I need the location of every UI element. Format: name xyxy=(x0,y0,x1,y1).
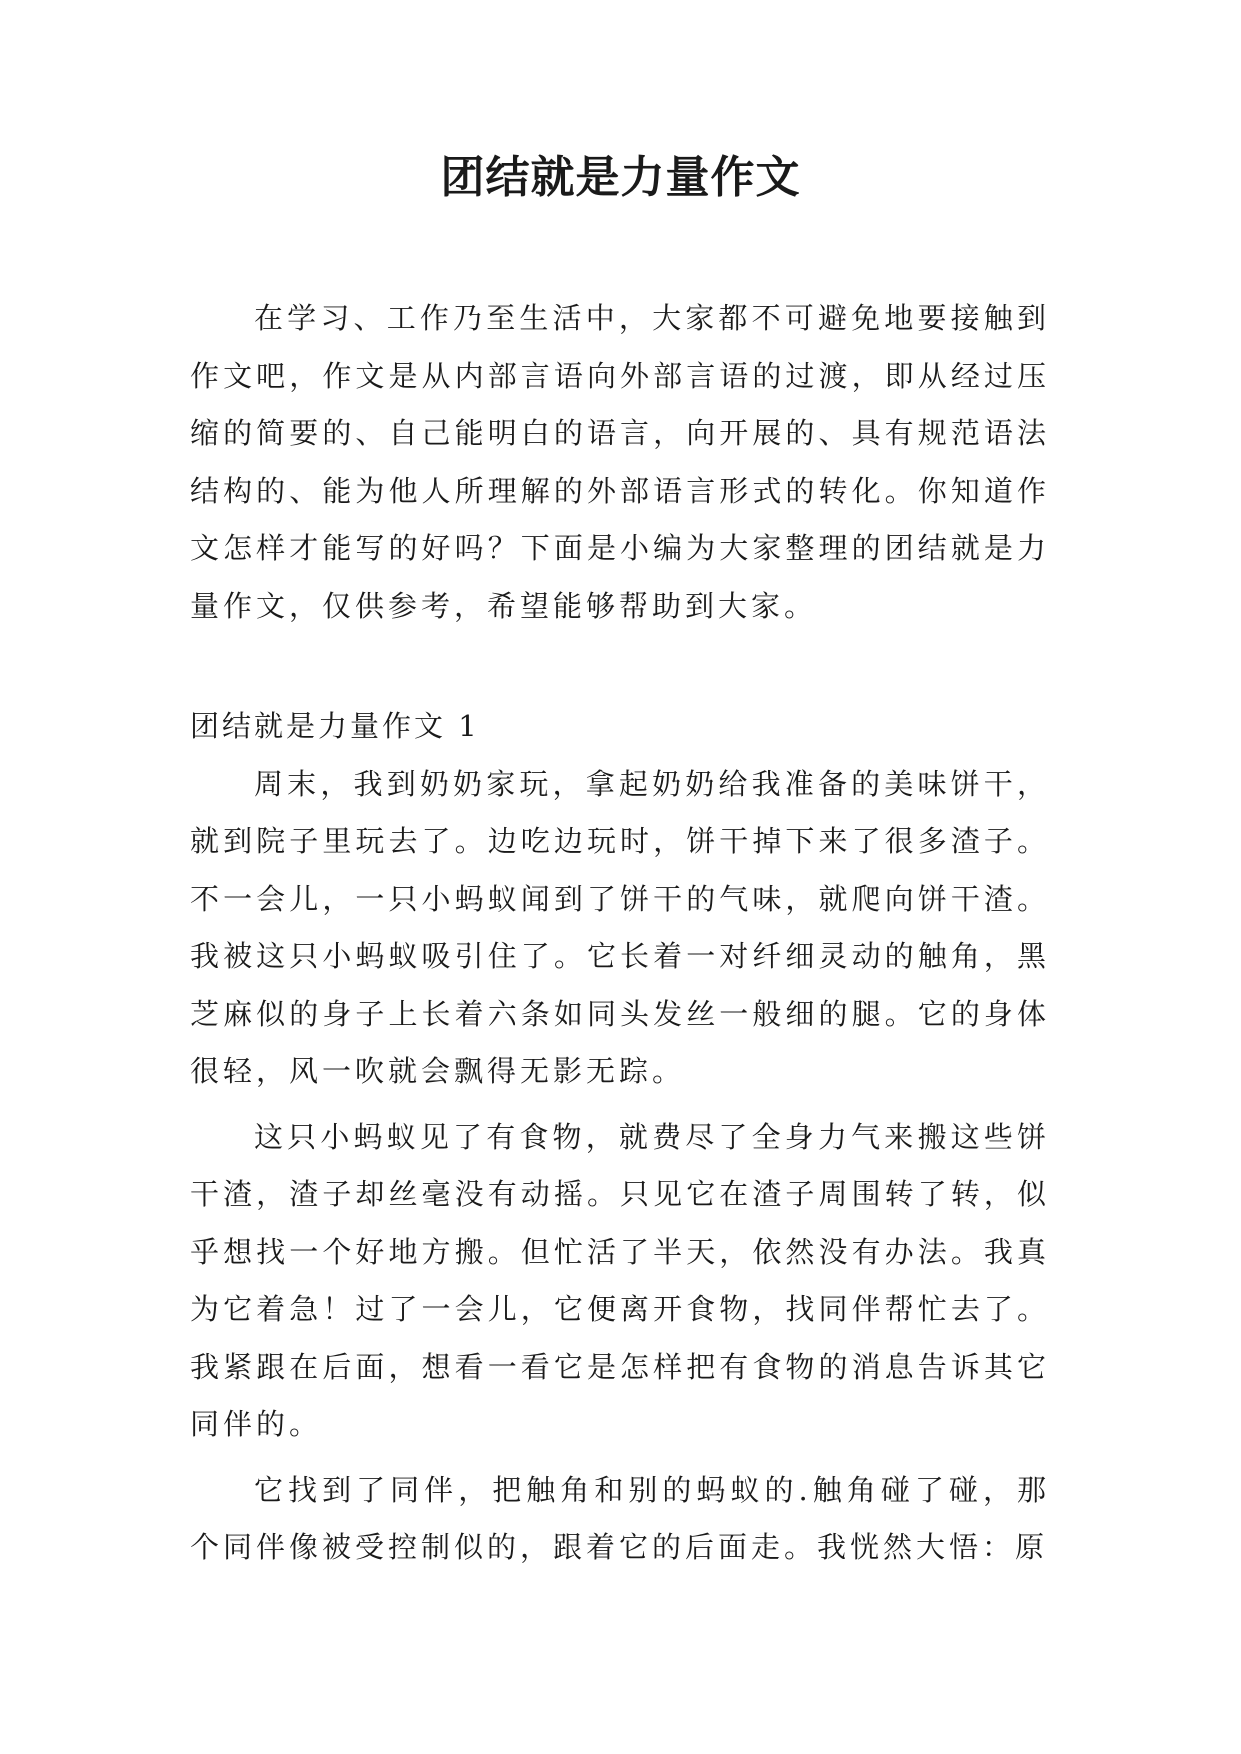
body-paragraph-2: 这只小蚂蚁见了有食物，就费尽了全身力气来搬这些饼干渣，渣子却丝毫没有动摇。只见它在渣子周围转了转，似乎想找一个好地方搬。但忙活了半天，依然没有办法。我真为它着急！过了一会儿，它便离开食物，找同伴帮忙去了。我紧跟在后面，想看一看它是怎样把有食物的消息告诉其它同伴的。 xyxy=(190,1119,1050,1441)
paragraph-spacer xyxy=(190,1454,1050,1462)
body-paragraph-3: 它找到了同伴，把触角和别的蚂蚁的.触角碰了碰，那个同伴像被受控制似的，跟着它的后面走。我恍然大悟：原 xyxy=(190,1472,1050,1564)
body-paragraph-1: 周末，我到奶奶家玩，拿起奶奶给我准备的美味饼干，就到院子里玩去了。边吃边玩时，饼干掉下来了很多渣子。不一会儿，一只小蚂蚁闻到了饼干的气味，就爬向饼干渣。我被这只小蚂蚁吸引住了。它长着一对纤细灵动的触角，黑芝麻似的身子上长着六条如同头发丝一般细的腿。它的身体很轻，风一吹就会飘得无影无踪。 xyxy=(190,766,1050,1088)
document-title: 团结就是力量作文 xyxy=(440,152,801,203)
paragraph-spacer xyxy=(190,1101,1050,1109)
intro-paragraph: 在学习、工作乃至生活中，大家都不可避免地要接触到作文吧，作文是从内部言语向外部言语的过渡，即从经过压缩的简要的、自己能明白的语言，向开展的、具有规范语法结构的、能为他人所理解的外部语言形式的转化。你知道作文怎样才能写的好吗？下面是小编为大家整理的团结就是力量作文，仅供参考，希望能够帮助到大家。 xyxy=(190,301,1050,623)
section-heading: 团结就是力量作文 1 xyxy=(190,709,480,743)
document-body xyxy=(190,290,1050,1577)
